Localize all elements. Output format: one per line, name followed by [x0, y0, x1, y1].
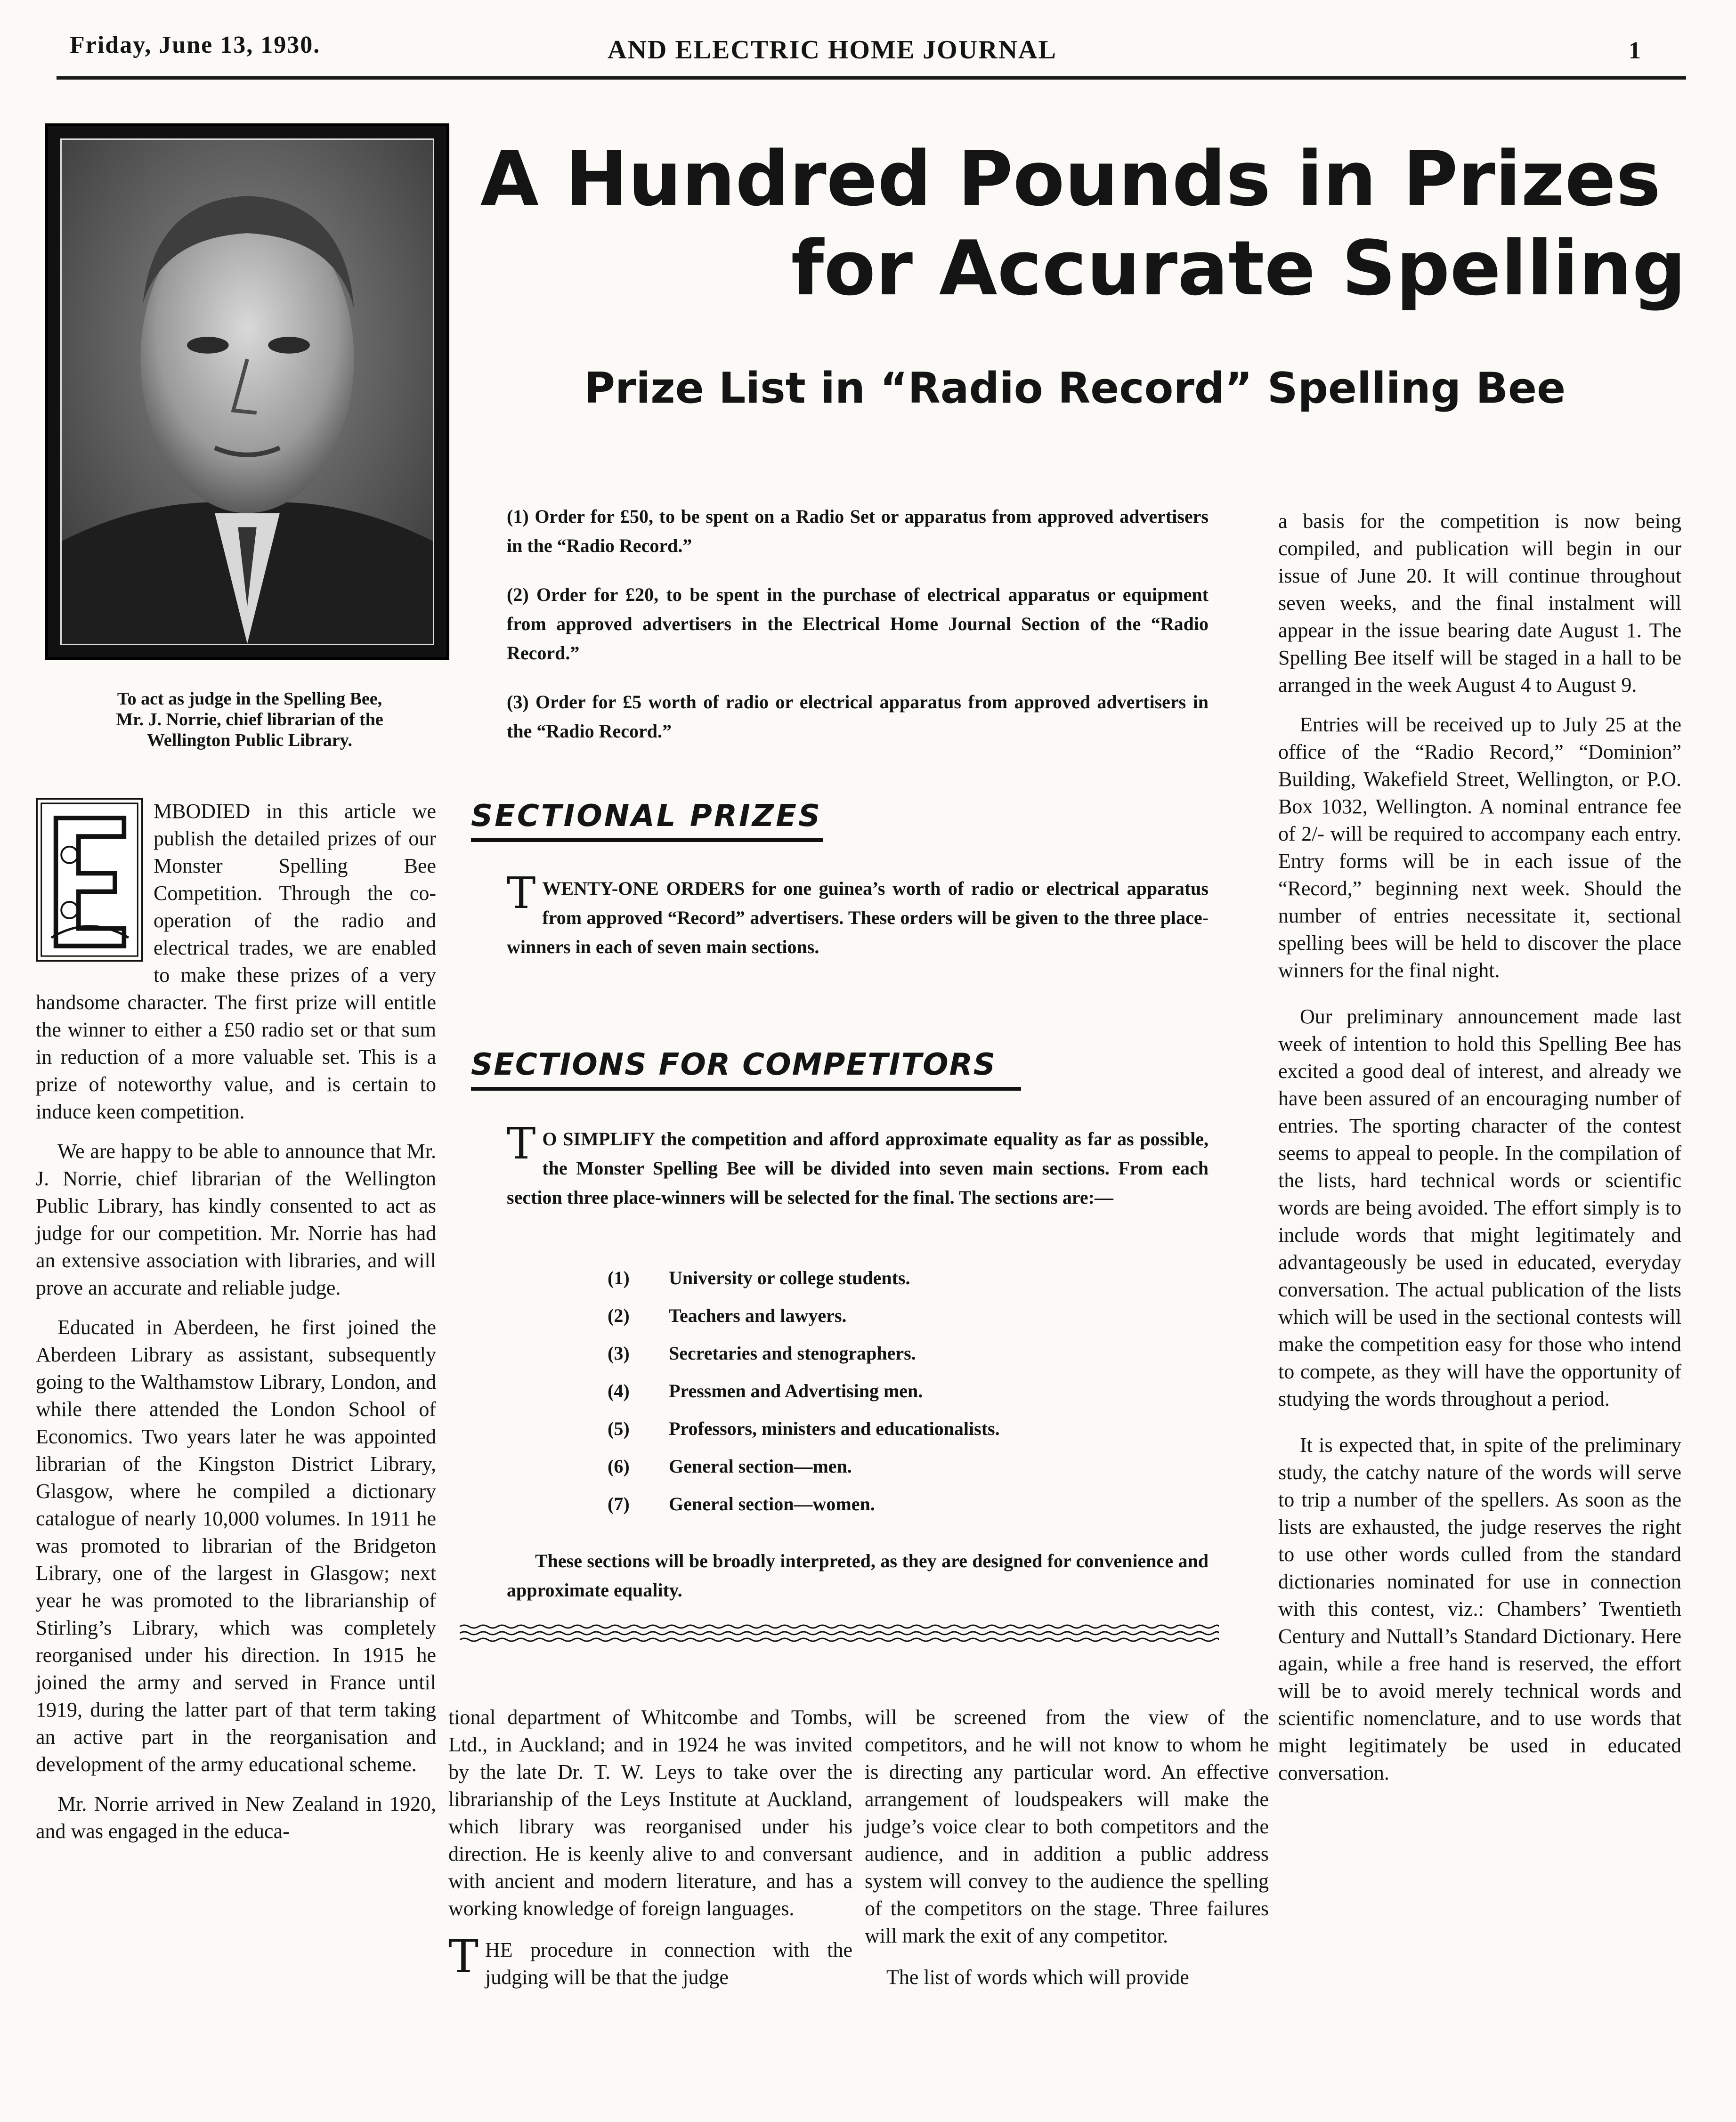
item-label: General section—women. [669, 1493, 875, 1515]
sections-closing: These sections will be broadly interpreted, as they are designed for convenience and approximate equality. [507, 1550, 1209, 1601]
item-label: Professors, ministers and educationalists. [669, 1418, 1000, 1439]
paragraph: Mr. Norrie arrived in New Zealand in 1920, and was engaged in the educa- [36, 1792, 436, 1843]
left-column [36, 798, 436, 1857]
drop-cap: T [507, 1118, 536, 1169]
item-label: General section—men. [669, 1456, 852, 1477]
item-number: (4) [608, 1380, 630, 1401]
headline-line-1: A Hundred Pounds in Prizes [480, 135, 1661, 223]
sections-intro [507, 1118, 1209, 1212]
paragraph: It is expected that, in spite of the preliminary study, the catchy nature of the words will serve to trip a number of the spellers. As soon as the lists are exhausted, the judge reserves the right to use other words culled from the standard dictionaries nominated for use in connection with this contest, viz.: Chambers’ Twentieth Century and Nuttall’s Standard Dictionary. Here again, while a free hand is reserved, the effort will be to avoid merely technical words and scientific nomenclature, and to use words that might legitimately be used in educated conversation. [1278, 1434, 1681, 1784]
caption-line: Wellington Public Library. [147, 730, 352, 750]
subheadline: Prize List in “Radio Record” Spelling Bee [584, 364, 1566, 413]
portrait-photo-icon [62, 140, 433, 644]
paragraph: Entries will be received up to July 25 at the office of the “Radio Record,” “Dominion” Building, Wakefield Street, Wellington, or P.O. Box 1032, Wellington. A nominal entrance fee of 2/- will be required to accompany each entry. Entry forms will be in each issue of the “Record,” beginning next week. Should the number of entries necessitate it, sectional spelling bees will be held to discover the place winners for the final night. [1278, 713, 1681, 982]
list-item [608, 1417, 1220, 1455]
portrait-photo [45, 123, 449, 660]
sections-heading: SECTIONS FOR COMPETITORS [471, 1047, 996, 1082]
drop-cap: T [448, 1930, 479, 1983]
list-item [608, 1455, 1220, 1493]
paragraph: a basis for the competition is now being compiled, and publication will begin in our issue of June 20. It will continue throughout seven weeks, and the final instalment will appear in the issue bearing date August 1. The Spelling Bee itself will be staged in a hall to be arranged in the week August 4 to August 9. [1278, 510, 1681, 697]
wavy-divider [460, 1623, 1219, 1644]
list-item [608, 1267, 1220, 1304]
right-column [1278, 508, 1681, 1799]
paragraph-text: MBODIED in this article we publish the detailed prizes of our Monster Spelling Bee Competition. Through the co-operation of the radio and electrical trades, we are enabled to make these prizes of a very handsome character. The first prize will entitle the winner to either a £50 radio set or that sum in reduction of a more valuable set. This is a prize of noteworthy value, and is certain to induce keen competition. [36, 800, 436, 1123]
headline-line-2: for Accurate Spelling [791, 224, 1686, 312]
paragraph: Our preliminary announcement made last week of intention to hold this Spelling Bee has excited a good deal of interest, and already we have been assured of an encouraging number of entries. The sporting character of the contest seems to appeal to people. In the compilation of the lists, hard technical words or scientific words are being avoided. The effort simply is to include words that might legitimately and advantageously be used in educated, everyday conversation. The actual publication of the lists which will be used in the sectional contests will make the competition easy for those who intend to compete, as they will have the opportunity of studying the words throughout a period. [1278, 1005, 1681, 1410]
header-rule [57, 76, 1686, 80]
paragraph [36, 798, 436, 1126]
heading-underline [471, 838, 823, 842]
paragraph: Educated in Aberdeen, he first joined the Aberdeen Library as assistant, subsequently going to the Walthamstow Library, London, and while there attended the London School of Economics. Two years later he was appointed librarian of the Kingston District Library, Glasgow, where he compiled a dictionary catalogue of nearly 10,000 volumes. In 1911 he was promoted to librarian of the Bridgeton Library, one of the largest in Glasgow; next year he was promoted to the librarianship of Stirling’s Library, which was completely reorganised under his direction. In 1915 he joined the army and served in France until 1919, during the latter part of that term taking an active part in the reorganisation and development of the army educational scheme. [36, 1316, 436, 1776]
item-label: University or college students. [669, 1267, 910, 1288]
caption-line: To act as judge in the Spelling Bee, [117, 689, 382, 709]
prize-item-2: (2) Order for £20, to be spent in the purchase of electrical apparatus or equipment from approved advertisers in the Electrical Home Journal Section of the “Radio Record.” [507, 584, 1209, 664]
header-page-number: 1 [1629, 37, 1642, 64]
list-item [608, 1493, 1220, 1531]
prize-item-3: (3) Order for £5 worth of radio or electrical apparatus from approved advertisers in the “Radio Record.” [507, 691, 1209, 742]
sections-list [608, 1267, 1220, 1531]
item-label: Secretaries and stenographers. [669, 1343, 916, 1364]
caption-line: Mr. J. Norrie, chief librarian of the [116, 710, 383, 729]
prize-item-1: (1) Order for £50, to be spent on a Radio Set or apparatus from approved advertisers in the “Radio Record.” [507, 506, 1209, 556]
item-label: Teachers and lawyers. [669, 1305, 847, 1326]
paragraph-text: HE procedure in connection with the judging will be that the judge [485, 1938, 852, 1989]
paragraph: We are happy to be able to announce that Mr. J. Norrie, chief librarian of the Wellington Public Library, has kindly consented to act as judge for our competition. Mr. Norrie has had an extensive association with libraries, and will prove an accurate and reliable judge. [36, 1140, 436, 1299]
ornamental-e-icon [36, 798, 143, 962]
sectional-prizes-text [507, 868, 1209, 962]
header-journal-title: AND ELECTRIC HOME JOURNAL [608, 35, 1057, 65]
item-number: (7) [608, 1493, 630, 1515]
portrait-caption [47, 688, 452, 751]
item-number: (5) [608, 1418, 630, 1439]
paragraph: The list of words which will provide [886, 1966, 1189, 1989]
item-number: (3) [608, 1343, 630, 1364]
list-item [608, 1304, 1220, 1342]
item-number: (1) [608, 1267, 630, 1288]
item-number: (6) [608, 1456, 630, 1477]
drop-cap: T [507, 868, 536, 918]
list-item [608, 1342, 1220, 1380]
item-label: Pressmen and Advertising men. [669, 1380, 923, 1401]
paragraph [448, 1930, 852, 1991]
paragraph: tional department of Whitcombe and Tombs, Ltd., in Auckland; and in 1924 he was invited by the late Dr. T. W. Leys to take over the librarianship of the Leys Institute at Auckland, which library was reorganised under his direction. He is keenly alive to and conversant with ancient and modern literature, and has a working knowledge of foreign languages. [448, 1706, 852, 1920]
paragraph: will be screened from the view of the competitors, and he will not know to whom he is directing any particular word. An effective arrangement of loudspeakers will make the judge’s voice clear to both competitors and the audience, and in addition a public address system will convey to the audience the spelling of the competitors on the stage. Three failures will mark the exit of any competitor. [865, 1706, 1269, 1947]
middle-column-left [448, 1704, 852, 2003]
paragraph-text: O SIMPLIFY the competition and afford approximate equality as far as possible, the Monster Spelling Bee will be divided into seven main sections. From each section three place-winners will be selected for the final. The sections are:— [507, 1128, 1209, 1208]
middle-column-right [865, 1704, 1269, 2003]
list-item [608, 1380, 1220, 1417]
heading-underline [471, 1087, 1021, 1091]
item-number: (2) [608, 1305, 630, 1326]
header-date: Friday, June 13, 1930. [70, 32, 321, 58]
paragraph-text: WENTY-ONE ORDERS for one guinea’s worth of radio or electrical apparatus from approved “Record” advertisers. These orders will be given to the three place-winners in each of seven main sections. [507, 878, 1209, 957]
sectional-prizes-heading: SECTIONAL PRIZES [471, 799, 822, 834]
